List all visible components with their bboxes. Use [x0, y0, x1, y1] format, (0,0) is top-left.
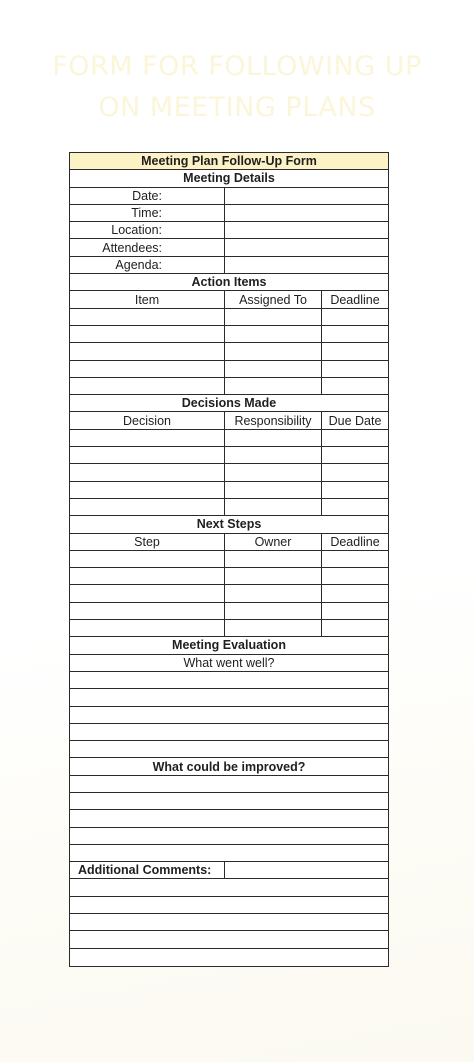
time-field[interactable]: [225, 205, 388, 221]
agenda-label: Agenda:: [70, 257, 225, 273]
went-well-label: What went well?: [70, 655, 388, 672]
table-cell[interactable]: [225, 309, 322, 325]
location-row: [70, 222, 388, 239]
table-cell[interactable]: [322, 430, 388, 446]
improvement-line[interactable]: [70, 828, 388, 845]
table-cell[interactable]: [70, 464, 225, 480]
table-cell[interactable]: [225, 447, 322, 463]
table-cell[interactable]: [322, 603, 388, 619]
page-title-line-2: ON MEETING PLANS: [98, 92, 376, 123]
table-cell[interactable]: [322, 499, 388, 515]
table-cell[interactable]: [322, 343, 388, 359]
table-cell[interactable]: [70, 326, 225, 342]
table-cell[interactable]: [322, 447, 388, 463]
table-row: [70, 309, 388, 326]
comment-line[interactable]: [70, 914, 388, 931]
table-cell[interactable]: [322, 620, 388, 636]
table-cell[interactable]: [70, 309, 225, 325]
column-header-responsibility: Responsibility: [225, 412, 322, 428]
table-cell[interactable]: [322, 464, 388, 480]
table-cell[interactable]: [225, 430, 322, 446]
table-cell[interactable]: [225, 499, 322, 515]
column-header-step: Step: [70, 534, 225, 550]
action-items-header-row: [70, 291, 388, 308]
agenda-row: [70, 257, 388, 274]
comment-line[interactable]: [70, 949, 388, 966]
table-cell[interactable]: [322, 361, 388, 377]
table-cell[interactable]: [225, 361, 322, 377]
attendees-label: Attendees:: [70, 239, 225, 255]
agenda-field[interactable]: [225, 257, 388, 273]
went-well-line[interactable]: [70, 724, 388, 741]
table-cell[interactable]: [225, 343, 322, 359]
table-row: [70, 430, 388, 447]
column-header-deadline: Deadline: [330, 292, 380, 307]
table-row: [70, 603, 388, 620]
table-cell[interactable]: [70, 378, 225, 394]
table-row: [70, 585, 388, 602]
table-cell[interactable]: [70, 603, 225, 619]
table-cell[interactable]: [225, 585, 322, 601]
table-row: [70, 447, 388, 464]
went-well-line[interactable]: [70, 672, 388, 689]
table-cell[interactable]: [225, 482, 322, 498]
time-row: [70, 205, 388, 222]
hero-banner: [0, 0, 474, 140]
table-row: [70, 499, 388, 516]
meeting-evaluation-heading: Meeting Evaluation: [70, 637, 388, 654]
column-header-item: Item: [70, 291, 225, 307]
table-cell[interactable]: [70, 620, 225, 636]
location-field[interactable]: [225, 222, 388, 238]
additional-comments-field[interactable]: [225, 862, 388, 878]
table-cell[interactable]: [70, 551, 225, 567]
table-cell[interactable]: [225, 326, 322, 342]
table-cell[interactable]: [70, 568, 225, 584]
table-cell[interactable]: [70, 499, 225, 515]
next-steps-heading: Next Steps: [70, 516, 388, 533]
next-steps-header-row: [70, 534, 388, 551]
went-well-line[interactable]: [70, 741, 388, 758]
comment-line[interactable]: [70, 931, 388, 948]
location-label: Location:: [70, 222, 225, 238]
page-title-line-1: FORM FOR FOLLOWING UP: [52, 51, 422, 82]
table-cell[interactable]: [225, 620, 322, 636]
table-cell[interactable]: [70, 585, 225, 601]
decisions-made-heading: Decisions Made: [70, 395, 388, 412]
additional-comments-label: Additional Comments:: [70, 862, 225, 878]
column-header-decision: Decision: [70, 412, 225, 428]
table-cell[interactable]: [322, 585, 388, 601]
additional-comments-row: [70, 862, 388, 879]
comment-line[interactable]: [70, 897, 388, 914]
table-cell[interactable]: [225, 551, 322, 567]
table-cell[interactable]: [225, 464, 322, 480]
improvement-line[interactable]: [70, 810, 388, 827]
table-row: [70, 326, 388, 343]
form-title: Meeting Plan Follow-Up Form: [70, 153, 388, 170]
table-cell[interactable]: [322, 309, 388, 325]
table-cell[interactable]: [322, 482, 388, 498]
improvement-line[interactable]: [70, 845, 388, 862]
table-cell[interactable]: [225, 568, 322, 584]
table-cell[interactable]: [70, 430, 225, 446]
page-title: [0, 46, 474, 128]
table-row: [70, 343, 388, 360]
date-field[interactable]: [225, 188, 388, 204]
table-row: [70, 620, 388, 637]
table-row: [70, 482, 388, 499]
table-cell[interactable]: [322, 568, 388, 584]
column-header-due-date: Due Date: [328, 413, 382, 428]
table-cell[interactable]: [322, 378, 388, 394]
meeting-details-heading: Meeting Details: [70, 170, 388, 187]
table-row: [70, 361, 388, 378]
table-cell[interactable]: [322, 326, 388, 342]
table-cell[interactable]: [70, 482, 225, 498]
went-well-line[interactable]: [70, 707, 388, 724]
decisions-header-row: [70, 412, 388, 429]
column-header-owner: Owner: [225, 534, 322, 550]
table-cell[interactable]: [70, 361, 225, 377]
table-cell[interactable]: [225, 378, 322, 394]
action-items-heading: Action Items: [70, 274, 388, 291]
date-label: Date:: [70, 188, 225, 204]
column-header-assigned-to: Assigned To: [225, 291, 322, 307]
attendees-field[interactable]: [225, 239, 388, 255]
table-row: [70, 378, 388, 395]
table-cell[interactable]: [225, 603, 322, 619]
attendees-row: [70, 239, 388, 256]
table-cell[interactable]: [70, 343, 225, 359]
went-well-line[interactable]: [70, 689, 388, 706]
table-row: [70, 464, 388, 481]
follow-up-form: [69, 152, 389, 967]
improvement-line[interactable]: [70, 793, 388, 810]
table-row: [70, 568, 388, 585]
table-row: [70, 551, 388, 568]
date-row: [70, 188, 388, 205]
improvement-line[interactable]: [70, 776, 388, 793]
could-be-improved-label: What could be improved?: [70, 758, 388, 775]
column-header-deadline: Deadline: [330, 534, 380, 549]
comment-line[interactable]: [70, 879, 388, 896]
table-cell[interactable]: [322, 551, 388, 567]
time-label: Time:: [70, 205, 225, 221]
table-cell[interactable]: [70, 447, 225, 463]
